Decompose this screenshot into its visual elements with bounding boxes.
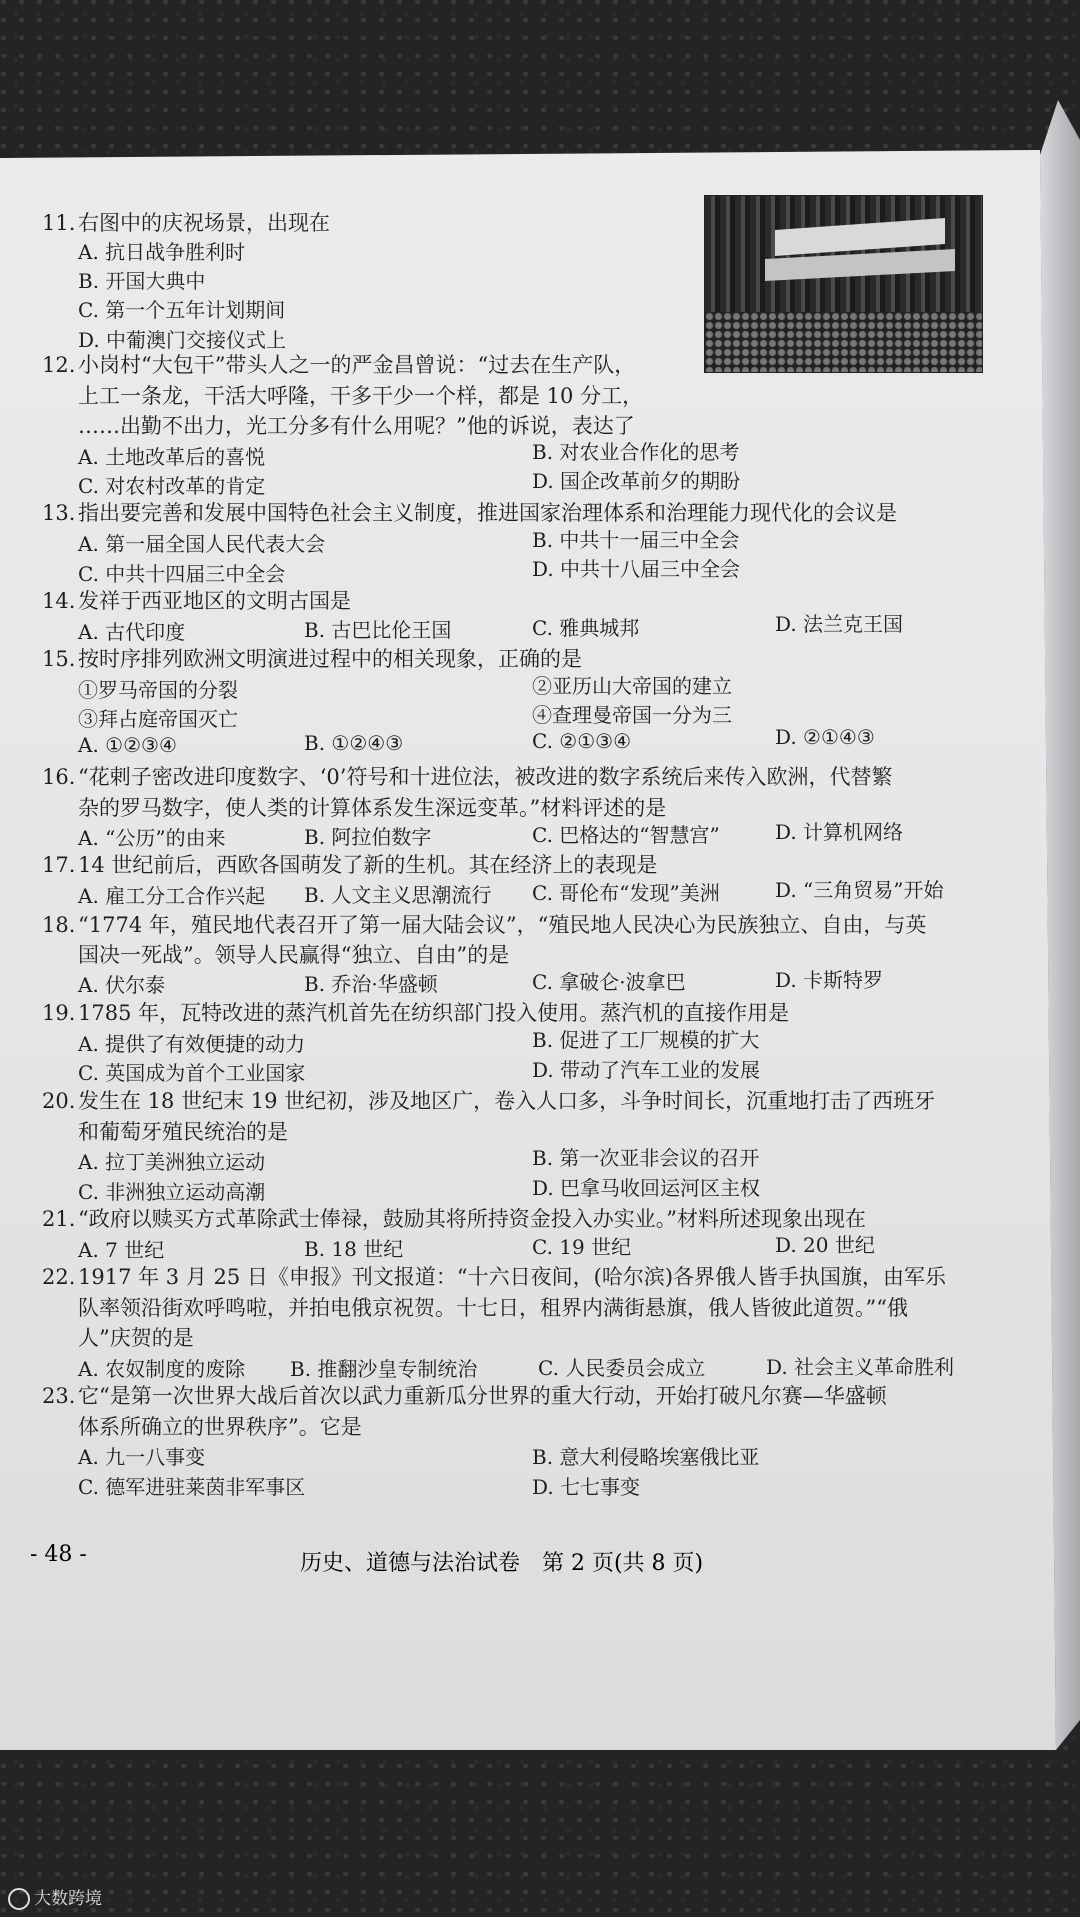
option: C. 人民委员会成立 xyxy=(538,1356,706,1380)
option: B. 人文主义思潮流行 xyxy=(304,883,492,907)
page-number: - 48 - xyxy=(30,1542,87,1567)
question-16: 16. “花剌子密改进印度数字、‘0’符号和十进位法，被改进的数字系统后来传入欧洲，代替繁 xyxy=(42,765,893,789)
option: D. 中葡澳门交接仪式上 xyxy=(78,328,287,352)
option: D. “三角贸易”开始 xyxy=(775,878,944,902)
option: C. 德军进驻莱茵非军事区 xyxy=(78,1475,306,1499)
option: B. 第一次亚非会议的召开 xyxy=(532,1146,760,1170)
option: C. ②①③④ xyxy=(532,729,632,753)
option: C. 对农村改革的肯定 xyxy=(78,474,266,498)
option: A. ①②③④ xyxy=(78,733,177,757)
question-15: 15. 按时序排列欧洲文明演进过程中的相关现象，正确的是 xyxy=(42,647,582,671)
option: A. 第一届全国人民代表大会 xyxy=(78,532,326,556)
question-18: 18. “1774 年，殖民地代表召开了第一届大陆会议”，“殖民地人民决心为民族独立、自由，与英 xyxy=(42,913,927,937)
question-text: 杂的罗马数字，使人类的计算体系发生深远变革。”材料评述的是 xyxy=(78,796,667,820)
option: B. 中共十一届三中全会 xyxy=(532,528,740,552)
option: A. 抗日战争胜利时 xyxy=(78,240,246,264)
option: C. 雅典城邦 xyxy=(532,616,640,640)
item: ③拜占庭帝国灭亡 xyxy=(78,707,238,731)
logo-icon xyxy=(8,1888,30,1910)
option: B. 对农业合作化的思考 xyxy=(532,440,740,464)
option: A. 九一八事变 xyxy=(78,1445,206,1469)
option: D. 卡斯特罗 xyxy=(775,968,884,992)
option: C. 19 世纪 xyxy=(532,1235,632,1259)
question-text: 队率领沿街欢呼鸣啦，并拍电俄京祝贺。十七日，租界内满街悬旗，俄人皆彼此道贺。”“俄 xyxy=(78,1296,908,1320)
item: ①罗马帝国的分裂 xyxy=(78,678,238,702)
question-21: 21. “政府以赎买方式革除武士俸禄，鼓励其将所持资金投入办实业。”材料所述现象出现在 xyxy=(42,1207,866,1231)
option: D. 带动了汽车工业的发展 xyxy=(532,1058,761,1082)
option: C. 第一个五年计划期间 xyxy=(78,298,286,322)
option: B. ①②④③ xyxy=(304,731,404,755)
option: B. 开国大典中 xyxy=(78,269,206,293)
option: B. 推翻沙皇专制统治 xyxy=(290,1357,478,1381)
question-text: 人”庆贺的是 xyxy=(78,1326,194,1350)
option: A. 提供了有效便捷的动力 xyxy=(78,1032,306,1056)
option: D. 计算机网络 xyxy=(775,820,904,844)
option: A. 伏尔泰 xyxy=(78,973,166,997)
item: ②亚历山大帝国的建立 xyxy=(532,674,732,698)
option: A. 农奴制度的废除 xyxy=(78,1357,246,1381)
question-22: 22. 1917 年 3 月 25 日《申报》刊文报道：“十六日夜间，(哈尔滨)各界俄人皆手执国旗，由军乐 xyxy=(42,1265,947,1289)
option: C. 巴格达的“智慧宫” xyxy=(532,823,720,847)
option: D. 法兰克王国 xyxy=(775,612,904,636)
option: A. 土地改革后的喜悦 xyxy=(78,445,266,469)
option: C. 拿破仑·波拿巴 xyxy=(532,970,686,994)
option: D. 20 世纪 xyxy=(775,1233,875,1257)
question-19: 19. 1785 年，瓦特改进的蒸汽机首先在纺织部门投入使用。蒸汽机的直接作用是 xyxy=(42,1001,790,1025)
option: B. 乔治·华盛顿 xyxy=(304,972,438,996)
question-17: 17. 14 世纪前后，西欧各国萌发了新的生机。其在经济上的表现是 xyxy=(42,853,658,877)
option: D. 社会主义革命胜利 xyxy=(766,1355,955,1379)
question-text: 国决一死战”。领导人民赢得“独立、自由”的是 xyxy=(78,943,510,967)
question-14: 14. 发祥于西亚地区的文明古国是 xyxy=(42,589,351,613)
option: D. ②①④③ xyxy=(775,725,875,749)
option: A. 拉丁美洲独立运动 xyxy=(78,1150,266,1174)
option: A. 7 世纪 xyxy=(78,1238,165,1262)
question-text: 和葡萄牙殖民统治的是 xyxy=(78,1120,288,1144)
option: B. 18 世纪 xyxy=(304,1237,404,1261)
option: A. 古代印度 xyxy=(78,620,186,644)
watermark-text: 大数跨境 xyxy=(34,1889,102,1909)
question-text: 上工一条龙，干活大呼隆，干多干少一个样，都是 10 分工， xyxy=(78,384,644,408)
question-20: 20. 发生在 18 世纪末 19 世纪初，涉及地区广，卷入人口多，斗争时间长，沉重地打击了西班牙 xyxy=(42,1089,936,1113)
option: D. 中共十八届三中全会 xyxy=(532,557,741,581)
option: B. 意大利侵略埃塞俄比亚 xyxy=(532,1445,760,1469)
option: B. 促进了工厂规模的扩大 xyxy=(532,1028,760,1052)
question-text: ……出勤不出力，光工分多有什么用呢？”他的诉说，表达了 xyxy=(78,414,635,438)
question-12: 12. 小岗村“大包干”带头人之一的严金昌曾说：“过去在生产队， xyxy=(42,353,636,377)
item: ④查理曼帝国一分为三 xyxy=(532,703,732,727)
question-text: 体系所确立的世界秩序”。它是 xyxy=(78,1415,362,1439)
option: D. 国企改革前夕的期盼 xyxy=(532,469,741,493)
option: B. 古巴比伦王国 xyxy=(304,618,452,642)
option: C. 非洲独立运动高潮 xyxy=(78,1180,266,1204)
option: B. 阿拉伯数字 xyxy=(304,825,432,849)
question-11: 11. 右图中的庆祝场景，出现在 xyxy=(42,211,330,235)
option: A. “公历”的由来 xyxy=(78,826,226,850)
option: C. 中共十四届三中全会 xyxy=(78,562,286,586)
option: D. 七七事变 xyxy=(532,1475,641,1499)
option: C. 英国成为首个工业国家 xyxy=(78,1061,306,1085)
question-23: 23. 它“是第一次世界大战后首次以武力重新瓜分世界的重大行动，开始打破凡尔赛—华盛顿 xyxy=(42,1384,887,1408)
option: D. 巴拿马收回运河区主权 xyxy=(532,1176,761,1200)
page-footer-title: 历史、道德与法治试卷 第 2 页(共 8 页) xyxy=(300,1551,704,1576)
option: C. 哥伦布“发现”美洲 xyxy=(532,881,720,905)
watermark xyxy=(8,1884,102,1910)
option: A. 雇工分工合作兴起 xyxy=(78,884,266,908)
question-13: 13. 指出要完善和发展中国特色社会主义制度，推进国家治理体系和治理能力现代化的会议是 xyxy=(42,501,897,525)
celebration-photo xyxy=(704,195,983,373)
